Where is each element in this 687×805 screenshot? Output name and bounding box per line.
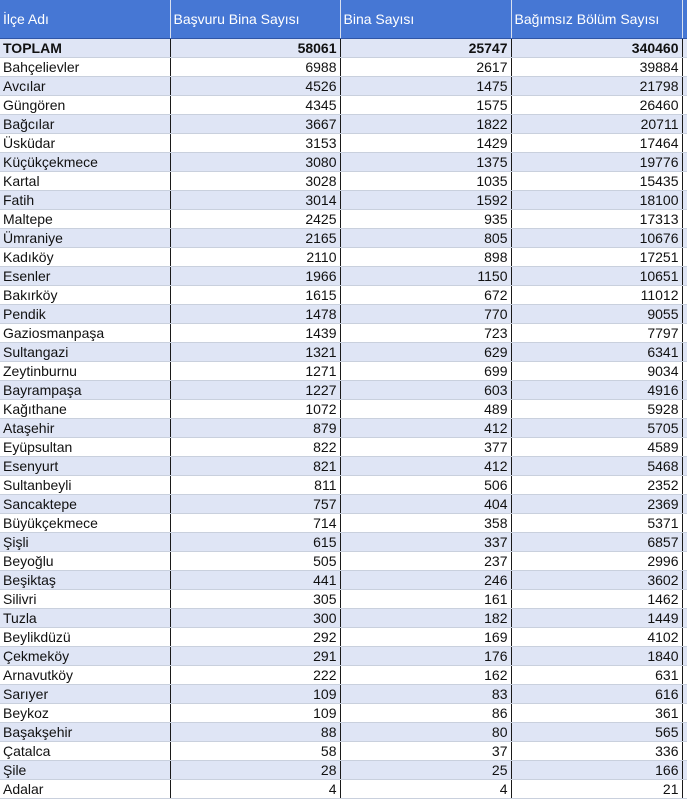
buildings-cell[interactable]: 672 [340, 286, 511, 305]
table-row [0, 438, 687, 457]
district-cell[interactable]: Sultanbeyli [0, 476, 170, 495]
district-cell[interactable]: Adalar [0, 780, 170, 799]
table-header [0, 0, 687, 39]
table-row [0, 457, 687, 476]
table-row [0, 400, 687, 419]
row-edge-cell [682, 248, 687, 267]
district-cell[interactable]: Kartal [0, 172, 170, 191]
row-edge-cell [682, 77, 687, 96]
buildings-cell[interactable]: 37 [340, 742, 511, 761]
buildings-cell[interactable]: 770 [340, 305, 511, 324]
units-cell[interactable]: 2369 [511, 495, 682, 514]
buildings-cell[interactable]: 1822 [340, 115, 511, 134]
table-row [0, 533, 687, 552]
table-row [0, 343, 687, 362]
units-cell[interactable]: 17251 [511, 248, 682, 267]
buildings-cell[interactable]: 1429 [340, 134, 511, 153]
buildings-cell[interactable]: 935 [340, 210, 511, 229]
units-cell[interactable]: 631 [511, 666, 682, 685]
row-edge-cell [682, 552, 687, 571]
table-row [0, 134, 687, 153]
table-row [0, 723, 687, 742]
table-row [0, 742, 687, 761]
buildings-cell[interactable]: 412 [340, 457, 511, 476]
table-row [0, 780, 687, 799]
applications-cell[interactable]: 109 [170, 704, 340, 723]
table-row [0, 590, 687, 609]
units-cell[interactable]: 39884 [511, 58, 682, 77]
district-cell[interactable]: Bakırköy [0, 286, 170, 305]
table-row [0, 172, 687, 191]
district-cell[interactable]: Beylikdüzü [0, 628, 170, 647]
buildings-cell[interactable]: 1475 [340, 77, 511, 96]
applications-cell[interactable]: 2165 [170, 229, 340, 248]
applications-cell[interactable]: 1271 [170, 362, 340, 381]
table-row [0, 115, 687, 134]
total-units[interactable]: 340460 [511, 39, 682, 58]
district-cell[interactable]: Üsküdar [0, 134, 170, 153]
units-cell[interactable]: 2996 [511, 552, 682, 571]
table-row [0, 191, 687, 210]
row-edge-cell [682, 628, 687, 647]
total-applications[interactable]: 58061 [170, 39, 340, 58]
row-edge-cell [682, 400, 687, 419]
header-units[interactable]: Bağımsız Bölüm Sayısı [511, 0, 682, 39]
row-edge-cell [682, 647, 687, 666]
total-row [0, 39, 687, 58]
table-row [0, 476, 687, 495]
buildings-cell[interactable]: 1375 [340, 153, 511, 172]
district-cell[interactable]: Eyüpsultan [0, 438, 170, 457]
applications-cell[interactable]: 305 [170, 590, 340, 609]
district-cell[interactable]: Fatih [0, 191, 170, 210]
table-row [0, 248, 687, 267]
applications-cell[interactable]: 300 [170, 609, 340, 628]
applications-cell[interactable]: 109 [170, 685, 340, 704]
header-applications[interactable]: Başvuru Bina Sayısı [170, 0, 340, 39]
row-edge-cell [682, 666, 687, 685]
table-row [0, 647, 687, 666]
row-edge-cell [682, 533, 687, 552]
applications-cell[interactable]: 505 [170, 552, 340, 571]
units-cell[interactable]: 616 [511, 685, 682, 704]
applications-cell[interactable]: 1966 [170, 267, 340, 286]
row-edge-cell [682, 438, 687, 457]
units-cell[interactable]: 1462 [511, 590, 682, 609]
district-cell[interactable]: Beykoz [0, 704, 170, 723]
buildings-cell[interactable]: 1150 [340, 267, 511, 286]
units-cell[interactable]: 21798 [511, 77, 682, 96]
header-next-column-edge [682, 0, 687, 39]
row-edge-cell [682, 742, 687, 761]
applications-cell[interactable]: 2110 [170, 248, 340, 267]
applications-cell[interactable]: 6988 [170, 58, 340, 77]
district-cell[interactable]: Çatalca [0, 742, 170, 761]
buildings-cell[interactable]: 162 [340, 666, 511, 685]
row-edge-cell [682, 324, 687, 343]
table-row [0, 514, 687, 533]
row-edge-cell [682, 343, 687, 362]
row-edge-cell [682, 704, 687, 723]
units-cell[interactable]: 565 [511, 723, 682, 742]
buildings-cell[interactable]: 2617 [340, 58, 511, 77]
buildings-cell[interactable]: 182 [340, 609, 511, 628]
units-cell[interactable]: 361 [511, 704, 682, 723]
table-row [0, 324, 687, 343]
applications-cell[interactable]: 88 [170, 723, 340, 742]
table-row [0, 552, 687, 571]
units-cell[interactable]: 11012 [511, 286, 682, 305]
buildings-cell[interactable]: 723 [340, 324, 511, 343]
row-edge-cell [682, 476, 687, 495]
row-edge-cell [682, 229, 687, 248]
buildings-cell[interactable]: 1592 [340, 191, 511, 210]
applications-cell[interactable]: 28 [170, 761, 340, 780]
applications-cell[interactable]: 1439 [170, 324, 340, 343]
district-cell[interactable]: Avcılar [0, 77, 170, 96]
buildings-cell[interactable]: 699 [340, 362, 511, 381]
applications-cell[interactable]: 3667 [170, 115, 340, 134]
buildings-cell[interactable]: 237 [340, 552, 511, 571]
buildings-cell[interactable]: 246 [340, 571, 511, 590]
district-cell[interactable]: Sancaktepe [0, 495, 170, 514]
table-row [0, 96, 687, 115]
district-cell[interactable]: Esenler [0, 267, 170, 286]
table-row [0, 229, 687, 248]
district-cell[interactable]: Maltepe [0, 210, 170, 229]
row-edge-cell [682, 571, 687, 590]
row-edge-cell [682, 723, 687, 742]
units-cell[interactable]: 20711 [511, 115, 682, 134]
applications-cell[interactable]: 879 [170, 419, 340, 438]
district-cell[interactable]: Ümraniye [0, 229, 170, 248]
district-cell[interactable]: Sarıyer [0, 685, 170, 704]
applications-cell[interactable]: 3080 [170, 153, 340, 172]
units-cell[interactable]: 166 [511, 761, 682, 780]
district-cell[interactable]: Şile [0, 761, 170, 780]
row-edge-cell [682, 134, 687, 153]
buildings-cell[interactable]: 86 [340, 704, 511, 723]
buildings-cell[interactable]: 1575 [340, 96, 511, 115]
district-cell[interactable]: Silivri [0, 590, 170, 609]
district-cell[interactable]: Bağcılar [0, 115, 170, 134]
row-edge-cell [682, 191, 687, 210]
table-row [0, 381, 687, 400]
row-edge-cell [682, 210, 687, 229]
units-cell[interactable]: 26460 [511, 96, 682, 115]
applications-cell[interactable]: 4 [170, 780, 340, 799]
applications-cell[interactable]: 1072 [170, 400, 340, 419]
units-cell[interactable]: 10651 [511, 267, 682, 286]
row-edge-cell [682, 495, 687, 514]
buildings-cell[interactable]: 629 [340, 343, 511, 362]
units-cell[interactable]: 15435 [511, 172, 682, 191]
row-edge-cell [682, 609, 687, 628]
table-row [0, 267, 687, 286]
district-cell[interactable]: Başakşehir [0, 723, 170, 742]
units-cell[interactable]: 336 [511, 742, 682, 761]
units-cell[interactable]: 4589 [511, 438, 682, 457]
district-cell[interactable]: Bahçelievler [0, 58, 170, 77]
table-row [0, 419, 687, 438]
applications-cell[interactable]: 4526 [170, 77, 340, 96]
buildings-cell[interactable]: 337 [340, 533, 511, 552]
district-cell[interactable]: Arnavutköy [0, 666, 170, 685]
buildings-cell[interactable]: 25 [340, 761, 511, 780]
units-cell[interactable]: 5371 [511, 514, 682, 533]
table-body [0, 39, 687, 799]
row-edge-cell [682, 419, 687, 438]
table-row [0, 305, 687, 324]
table-row [0, 666, 687, 685]
applications-cell[interactable]: 822 [170, 438, 340, 457]
units-cell[interactable]: 9034 [511, 362, 682, 381]
applications-cell[interactable]: 1321 [170, 343, 340, 362]
applications-cell[interactable]: 714 [170, 514, 340, 533]
row-edge-cell [682, 58, 687, 77]
applications-cell[interactable]: 811 [170, 476, 340, 495]
buildings-cell[interactable]: 603 [340, 381, 511, 400]
applications-cell[interactable]: 757 [170, 495, 340, 514]
applications-cell[interactable]: 4345 [170, 96, 340, 115]
table-row [0, 609, 687, 628]
district-cell[interactable]: Beyoğlu [0, 552, 170, 571]
table-row [0, 704, 687, 723]
table-row [0, 571, 687, 590]
table-row [0, 685, 687, 704]
buildings-cell[interactable]: 83 [340, 685, 511, 704]
row-edge-cell [682, 286, 687, 305]
units-cell[interactable]: 18100 [511, 191, 682, 210]
applications-cell[interactable]: 1478 [170, 305, 340, 324]
district-cell[interactable]: Tuzla [0, 609, 170, 628]
header-buildings[interactable]: Bina Sayısı [340, 0, 511, 39]
applications-cell[interactable]: 58 [170, 742, 340, 761]
row-edge-cell [682, 381, 687, 400]
units-cell[interactable]: 4916 [511, 381, 682, 400]
applications-cell[interactable]: 291 [170, 647, 340, 666]
applications-cell[interactable]: 1227 [170, 381, 340, 400]
row-edge-cell [682, 115, 687, 134]
row-edge-cell [682, 685, 687, 704]
buildings-cell[interactable]: 1035 [340, 172, 511, 191]
buildings-cell[interactable]: 898 [340, 248, 511, 267]
buildings-cell[interactable]: 169 [340, 628, 511, 647]
units-cell[interactable]: 4102 [511, 628, 682, 647]
units-cell[interactable]: 7797 [511, 324, 682, 343]
units-cell[interactable]: 6341 [511, 343, 682, 362]
district-cell[interactable]: Kağıthane [0, 400, 170, 419]
units-cell[interactable]: 10676 [511, 229, 682, 248]
units-cell[interactable]: 21 [511, 780, 682, 799]
total-label[interactable]: TOPLAM [0, 39, 170, 58]
units-cell[interactable]: 1449 [511, 609, 682, 628]
buildings-cell[interactable]: 176 [340, 647, 511, 666]
table-row [0, 77, 687, 96]
table-row [0, 362, 687, 381]
district-cell[interactable]: Kadıköy [0, 248, 170, 267]
row-edge-cell [682, 514, 687, 533]
buildings-cell[interactable]: 358 [340, 514, 511, 533]
district-cell[interactable]: Esenyurt [0, 457, 170, 476]
row-edge-cell [682, 780, 687, 799]
units-cell[interactable]: 17313 [511, 210, 682, 229]
table-row [0, 153, 687, 172]
units-cell[interactable]: 5928 [511, 400, 682, 419]
buildings-cell[interactable]: 377 [340, 438, 511, 457]
total-buildings[interactable]: 25747 [340, 39, 511, 58]
district-cell[interactable]: Güngören [0, 96, 170, 115]
units-cell[interactable]: 3602 [511, 571, 682, 590]
applications-cell[interactable]: 3014 [170, 191, 340, 210]
district-cell[interactable]: Sultangazi [0, 343, 170, 362]
district-cell[interactable]: Bayrampaşa [0, 381, 170, 400]
table-row [0, 761, 687, 780]
units-cell[interactable]: 5705 [511, 419, 682, 438]
district-cell[interactable]: Şişli [0, 533, 170, 552]
applications-cell[interactable]: 821 [170, 457, 340, 476]
district-cell[interactable]: Zeytinburnu [0, 362, 170, 381]
table-row [0, 628, 687, 647]
applications-cell[interactable]: 3153 [170, 134, 340, 153]
units-cell[interactable]: 6857 [511, 533, 682, 552]
district-cell[interactable]: Küçükçekmece [0, 153, 170, 172]
row-edge-cell [682, 305, 687, 324]
row-edge-cell [682, 39, 687, 58]
row-edge-cell [682, 172, 687, 191]
buildings-cell[interactable]: 506 [340, 476, 511, 495]
units-cell[interactable]: 5468 [511, 457, 682, 476]
buildings-cell[interactable]: 80 [340, 723, 511, 742]
table-row [0, 495, 687, 514]
row-edge-cell [682, 267, 687, 286]
row-edge-cell [682, 457, 687, 476]
units-cell[interactable]: 1840 [511, 647, 682, 666]
applications-cell[interactable]: 3028 [170, 172, 340, 191]
table-row [0, 286, 687, 305]
units-cell[interactable]: 9055 [511, 305, 682, 324]
buildings-cell[interactable]: 489 [340, 400, 511, 419]
buildings-cell[interactable]: 404 [340, 495, 511, 514]
units-cell[interactable]: 19776 [511, 153, 682, 172]
buildings-cell[interactable]: 4 [340, 780, 511, 799]
applications-cell[interactable]: 292 [170, 628, 340, 647]
applications-cell[interactable]: 222 [170, 666, 340, 685]
district-cell[interactable]: Çekmeköy [0, 647, 170, 666]
row-edge-cell [682, 761, 687, 780]
row-edge-cell [682, 153, 687, 172]
header-district[interactable]: İlçe Adı [0, 0, 170, 39]
table-row [0, 58, 687, 77]
buildings-cell[interactable]: 161 [340, 590, 511, 609]
district-cell[interactable]: Ataşehir [0, 419, 170, 438]
row-edge-cell [682, 590, 687, 609]
applications-cell[interactable]: 1615 [170, 286, 340, 305]
applications-cell[interactable]: 441 [170, 571, 340, 590]
row-edge-cell [682, 96, 687, 115]
applications-cell[interactable]: 2425 [170, 210, 340, 229]
district-cell[interactable]: Gaziosmanpaşa [0, 324, 170, 343]
table-row [0, 210, 687, 229]
applications-cell[interactable]: 615 [170, 533, 340, 552]
units-cell[interactable]: 17464 [511, 134, 682, 153]
buildings-cell[interactable]: 412 [340, 419, 511, 438]
row-edge-cell [682, 362, 687, 381]
units-cell[interactable]: 2352 [511, 476, 682, 495]
district-cell[interactable]: Büyükçekmece [0, 514, 170, 533]
district-cell[interactable]: Pendik [0, 305, 170, 324]
buildings-cell[interactable]: 805 [340, 229, 511, 248]
district-cell[interactable]: Beşiktaş [0, 571, 170, 590]
